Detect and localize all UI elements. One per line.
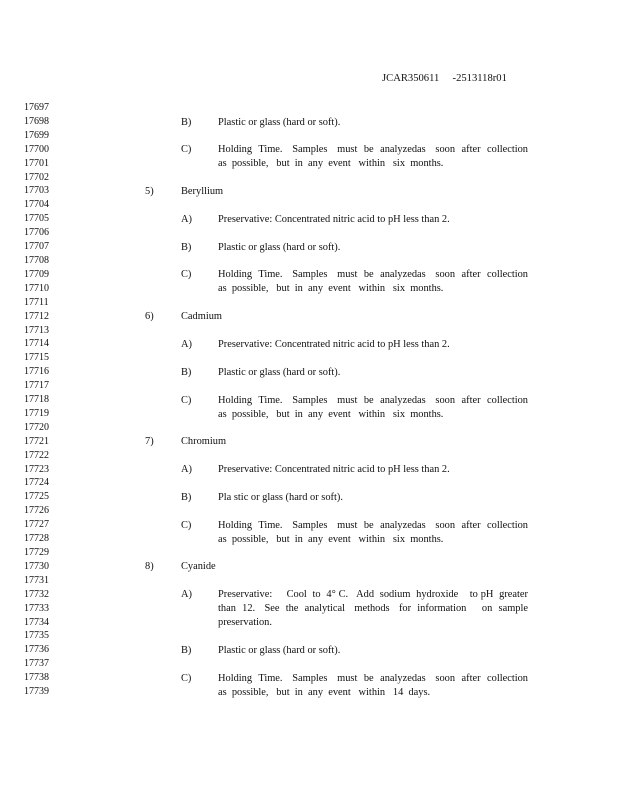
- item-text: [218, 672, 528, 700]
- line-number: 17726: [24, 505, 49, 517]
- line-number: 17724: [24, 477, 49, 489]
- item-label: A): [181, 214, 192, 225]
- item-text: [218, 588, 528, 630]
- line-number: 17706: [24, 227, 49, 239]
- line-number: 17714: [24, 338, 49, 350]
- line-number: 17731: [24, 574, 49, 586]
- item-label: B): [181, 367, 192, 378]
- text-line: Holding Time. Samples must be analyzedas soon after collection: [218, 144, 528, 155]
- item-text: Preservative: Concentrated nitric acid to pH less than 2.: [218, 464, 450, 475]
- item-label: B): [181, 242, 192, 253]
- text-line: as possible, but in any event within 14 days.: [218, 686, 431, 698]
- line-number: 17729: [24, 547, 49, 558]
- section-number: 7): [145, 436, 154, 447]
- document-id-header: JCAR350611 -2513118r01: [382, 73, 507, 84]
- line-number: 17700: [24, 143, 49, 155]
- text-line: as possible, but in any event within six months.: [218, 157, 444, 169]
- line-number: 17734: [24, 616, 49, 628]
- line-number: 17716: [24, 366, 49, 378]
- section-title: Beryllium: [181, 186, 224, 197]
- item-label: C): [181, 395, 192, 406]
- line-number: 17730: [24, 560, 49, 572]
- item-text: Pla stic or glass (hard or soft).: [218, 492, 343, 503]
- line-number: 17722: [24, 449, 49, 461]
- line-number: 17698: [24, 115, 49, 127]
- item-text: Preservative: Concentrated nitric acid to pH less than 2.: [218, 214, 450, 225]
- line-number: 17735: [24, 630, 49, 642]
- line-number: 17705: [24, 213, 49, 225]
- item-text: [218, 394, 528, 422]
- text-line: than 12. See the analytical methods for information on sample: [218, 602, 528, 614]
- item-text: Plastic or glass (hard or soft).: [218, 645, 341, 656]
- item-label: B): [181, 645, 192, 656]
- section-number: 6): [145, 311, 154, 322]
- line-number: 17707: [24, 241, 49, 253]
- line-number: 17697: [24, 102, 49, 113]
- line-number: 17737: [24, 658, 49, 670]
- line-number: 17720: [24, 421, 49, 433]
- line-number: 17718: [24, 394, 49, 406]
- line-number: 17702: [24, 171, 49, 183]
- item-label: C): [181, 269, 192, 280]
- item-text: Plastic or glass (hard or soft).: [218, 242, 341, 253]
- text-line: as possible, but in any event within six months.: [218, 533, 444, 545]
- line-number: 17701: [24, 157, 49, 169]
- line-number: 17727: [24, 519, 49, 531]
- line-number: 17710: [24, 282, 49, 294]
- item-label: A): [181, 589, 192, 600]
- text-line: preservation.: [218, 616, 272, 628]
- text-line: as possible, but in any event within six months.: [218, 408, 444, 420]
- item-text: Plastic or glass (hard or soft).: [218, 117, 341, 128]
- line-number: 17719: [24, 407, 49, 419]
- line-number: 17732: [24, 588, 49, 600]
- section-number: 5): [145, 186, 154, 197]
- line-number: 17712: [24, 310, 49, 322]
- line-number: 17738: [24, 672, 49, 684]
- text-line: as possible, but in any event within six months.: [218, 282, 444, 294]
- item-label: B): [181, 117, 192, 128]
- line-number: 17709: [24, 268, 49, 280]
- text-line: Preservative: Cool to 4° C. Add sodium hydroxide to pH greater: [218, 589, 528, 600]
- line-number: 17699: [24, 129, 49, 141]
- line-number-gutter: [24, 101, 64, 699]
- line-number: 17739: [24, 686, 49, 698]
- item-label: C): [181, 520, 192, 531]
- item-text: [218, 143, 528, 171]
- item-text: [218, 519, 528, 547]
- item-label: A): [181, 464, 192, 475]
- line-number: 17721: [24, 435, 49, 447]
- section-number: 8): [145, 561, 154, 572]
- line-number: 17733: [24, 602, 49, 614]
- item-label: C): [181, 673, 192, 684]
- item-label: C): [181, 144, 192, 155]
- line-number: 17728: [24, 533, 49, 545]
- item-label: B): [181, 492, 192, 503]
- text-line: Holding Time. Samples must be analyzedas soon after collection: [218, 269, 528, 280]
- section-title: Cyanide: [181, 561, 216, 572]
- item-text: Preservative: Concentrated nitric acid to pH less than 2.: [218, 339, 450, 350]
- text-line: Holding Time. Samples must be analyzedas soon after collection: [218, 395, 528, 406]
- line-number: 17703: [24, 185, 49, 197]
- line-number: 17736: [24, 644, 49, 656]
- section-title: Cadmium: [181, 311, 222, 322]
- line-number: 17708: [24, 254, 49, 266]
- line-number: 17715: [24, 352, 49, 364]
- text-line: Holding Time. Samples must be analyzedas soon after collection: [218, 673, 528, 684]
- line-number: 17713: [24, 324, 49, 336]
- section-title: Chromium: [181, 436, 227, 447]
- item-text: [218, 268, 528, 296]
- text-line: Holding Time. Samples must be analyzedas soon after collection: [218, 520, 528, 531]
- item-text: Plastic or glass (hard or soft).: [218, 367, 341, 378]
- line-number: 17723: [24, 463, 49, 475]
- line-number: 17704: [24, 199, 49, 211]
- line-number: 17717: [24, 380, 49, 392]
- line-number: 17711: [24, 296, 49, 308]
- line-number: 17725: [24, 491, 49, 503]
- item-label: A): [181, 339, 192, 350]
